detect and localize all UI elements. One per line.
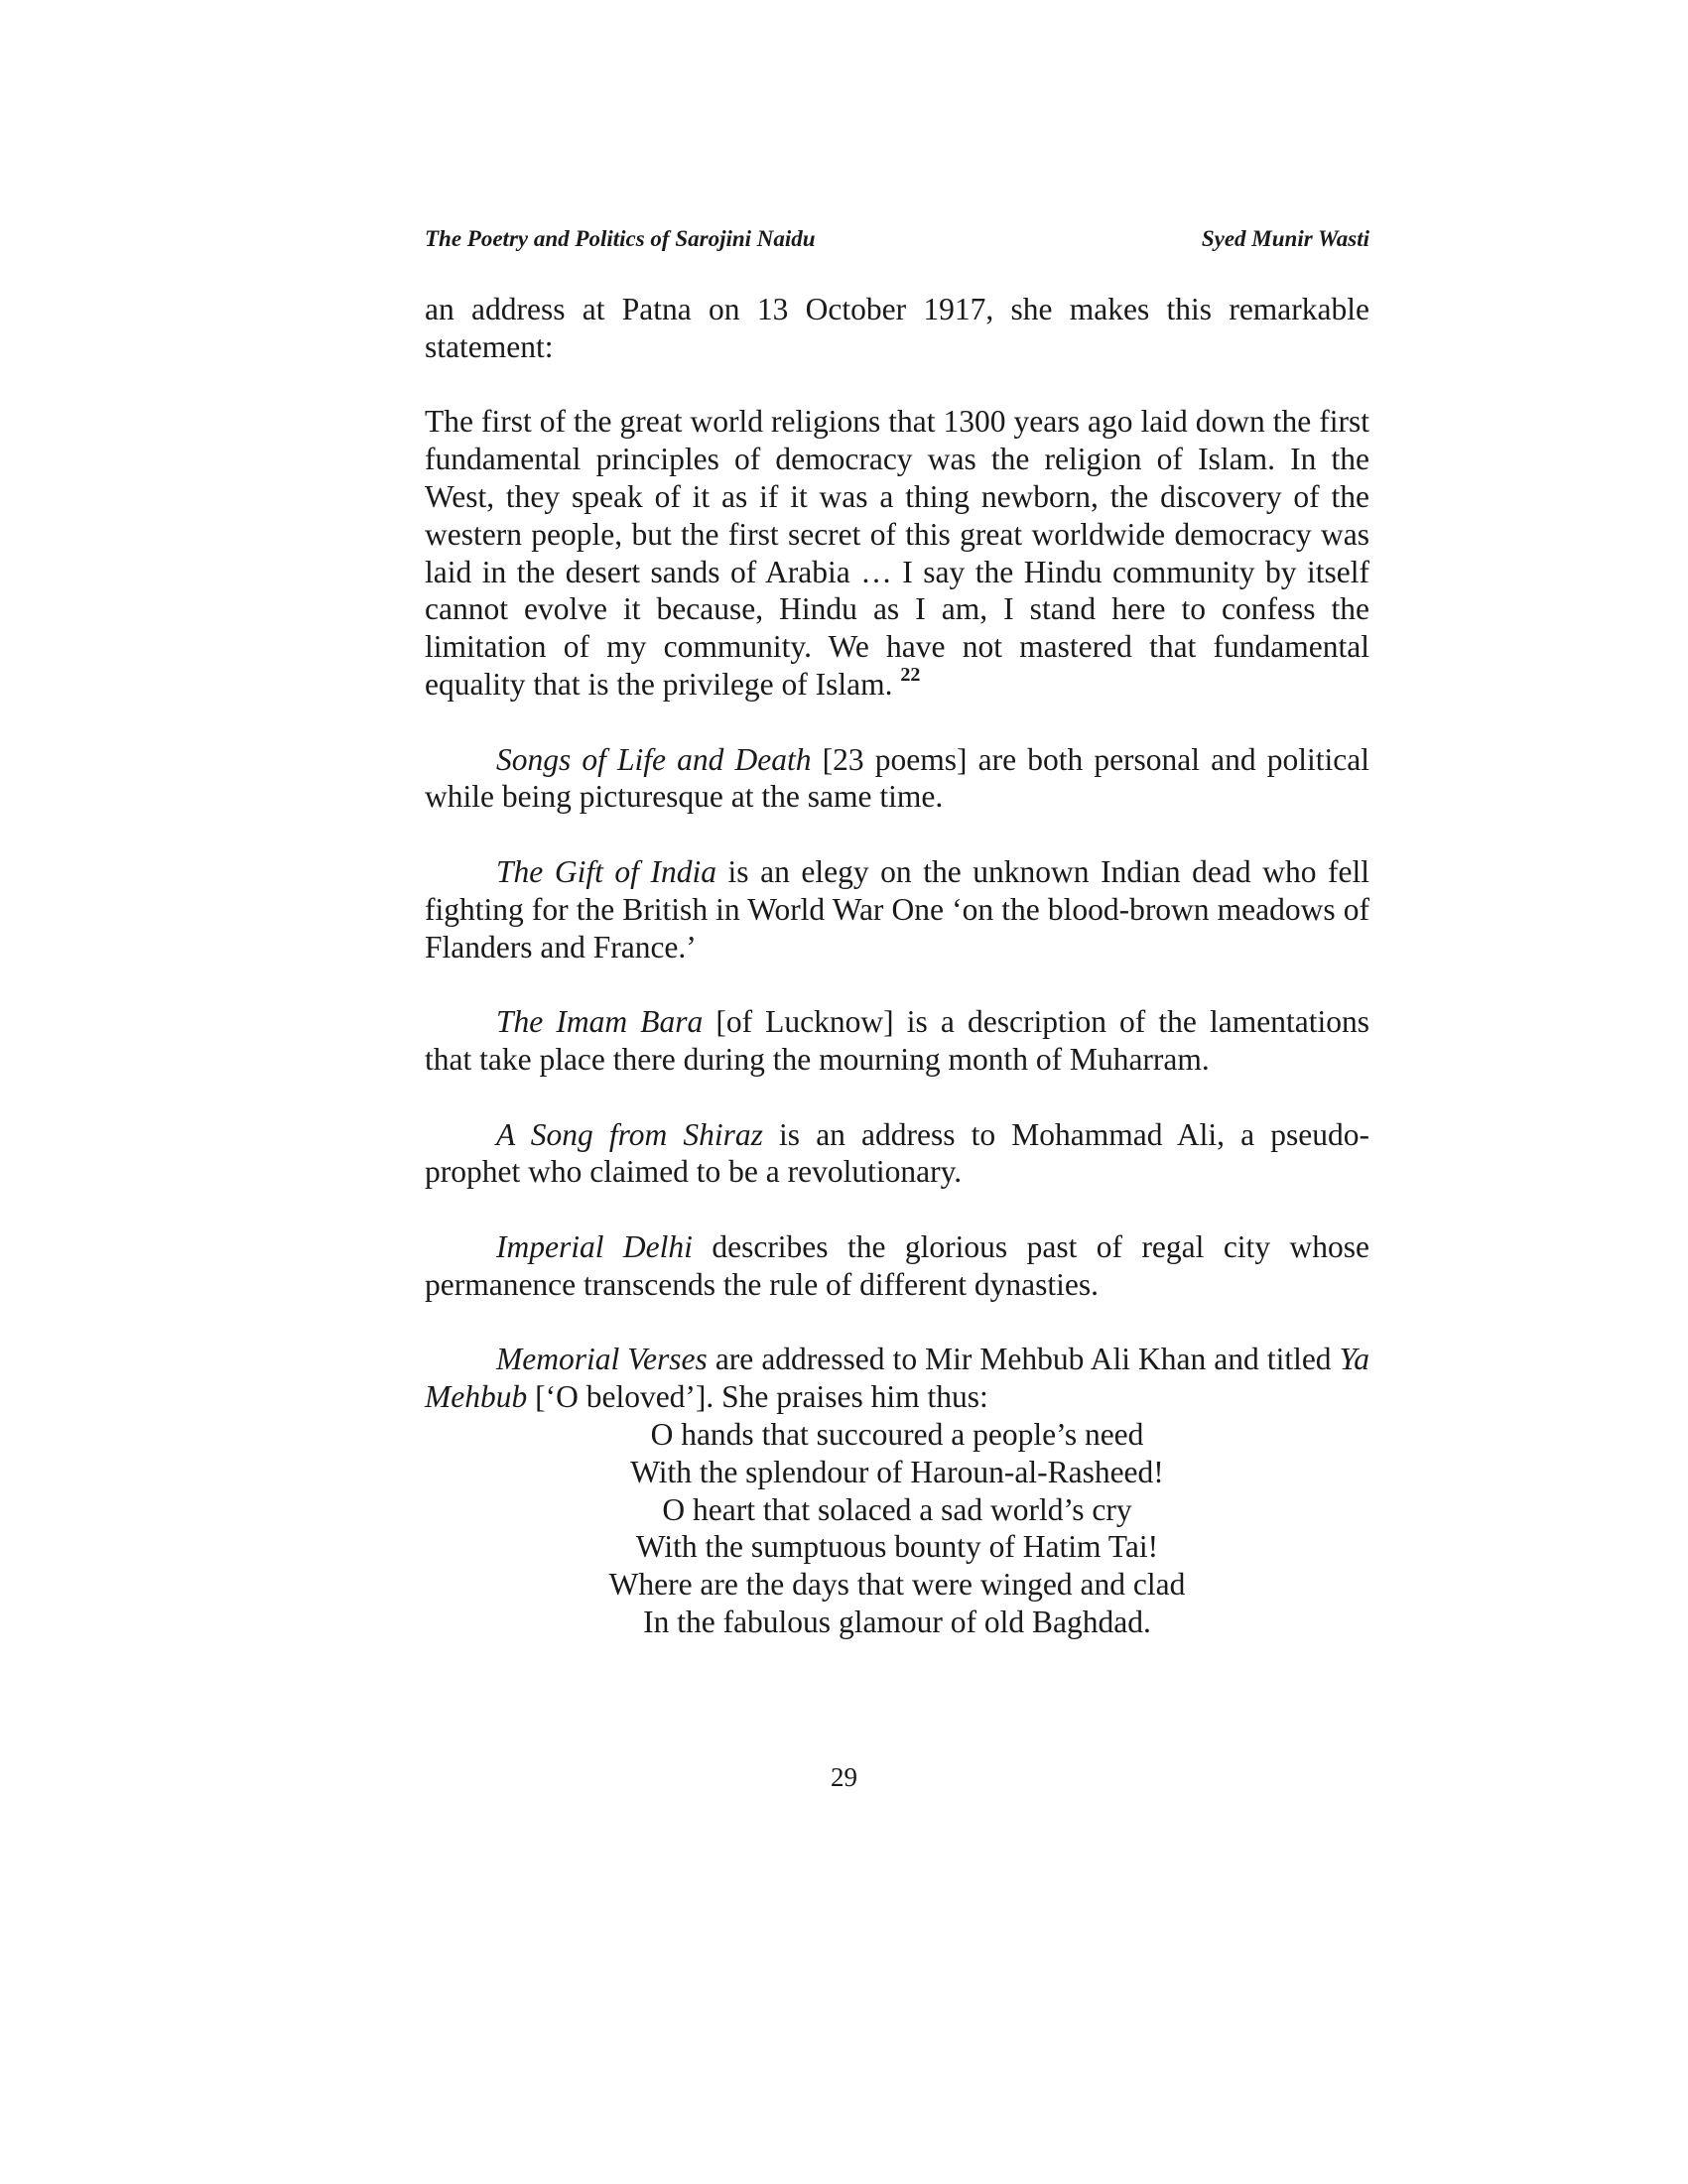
poem-line: O hands that succoured a people’s need: [650, 1416, 1144, 1452]
paragraph-imam-bara: [425, 1003, 1369, 1079]
footnote-marker: 22: [900, 663, 921, 686]
work-title: Songs of Life and Death: [496, 741, 812, 777]
paragraph-text: [‘O beloved’]. She praises him thus:: [527, 1379, 988, 1415]
paragraph-text: is an elegy on the unknown Indian dead who fell fighting for the British in World War One ‘on the blood-brown meadows of Flanders and France.’: [425, 853, 1369, 964]
quote-text: The first of the great world religions that 1300 years ago laid down the first fundamental principles of democracy was the religion of Islam. In the West, they speak of it as if it was a thing newborn, the discovery of the western people, but the first secret of this great worldwide democracy was laid in the desert sands of Arabia … I say the Hindu community by itself cannot evolve it because, Hindu as I am, I stand here to confess the limitation of my community. We have not mastered that fundamental equality that is the privilege of Islam.: [425, 404, 1369, 702]
block-quote: [425, 403, 1369, 703]
paragraph-text: are addressed to Mir Mehbub Ali Khan and titled: [707, 1342, 1340, 1377]
work-title: A Song from Shiraz: [496, 1116, 763, 1152]
work-title: Imperial Delhi: [496, 1228, 693, 1264]
paragraph-text: [of Lucknow] is a description of the lamentations that take place there during the mourning month of Muharram.: [425, 1004, 1369, 1077]
poem-line: O heart that solaced a sad world’s cry: [662, 1491, 1132, 1527]
paragraph-gift-of-india: [425, 853, 1369, 965]
poem-line: In the fabulous glamour of old Baghdad.: [643, 1604, 1151, 1639]
paragraph-text: [23 poems] are both personal and political while being picturesque at the same time.: [425, 741, 1369, 815]
poem-line: With the sumptuous bounty of Hatim Tai!: [635, 1529, 1159, 1565]
paragraph-memorial-verses: [425, 1341, 1369, 1416]
paragraph-text: describes the glorious past of regal city whose permanence transcends the rule of different dynasties.: [425, 1228, 1369, 1302]
paragraph-text: is an address to Mohammad Ali, a pseudo-prophet who claimed to be a revolutionary.: [425, 1116, 1369, 1190]
running-header: [425, 226, 1369, 266]
work-title: Memorial Verses: [496, 1342, 708, 1377]
header-book-title: The Poetry and Politics of Sarojini Naidu: [425, 226, 816, 251]
paragraph-imperial-delhi: [425, 1228, 1369, 1304]
poem-line: Where are the days that were winged and clad: [608, 1567, 1186, 1603]
page-number: 29: [831, 1762, 857, 1792]
work-title: The Imam Bara: [496, 1004, 704, 1040]
work-title: Ya Mehbub: [425, 1342, 1369, 1415]
poem-excerpt: [425, 1416, 1369, 1641]
paragraph-song-from-shiraz: [425, 1116, 1369, 1192]
paragraph-songs-of-life: [425, 741, 1369, 817]
work-title: The Gift of India: [496, 853, 716, 889]
header-author: Syed Munir Wasti: [1201, 226, 1369, 251]
poem-line: With the splendour of Haroun-al-Rasheed!: [630, 1454, 1164, 1489]
paragraph-intro: an address at Patna on 13 October 1917, she makes this remarkable statement:: [425, 292, 1369, 364]
page-body: [425, 291, 1369, 1641]
